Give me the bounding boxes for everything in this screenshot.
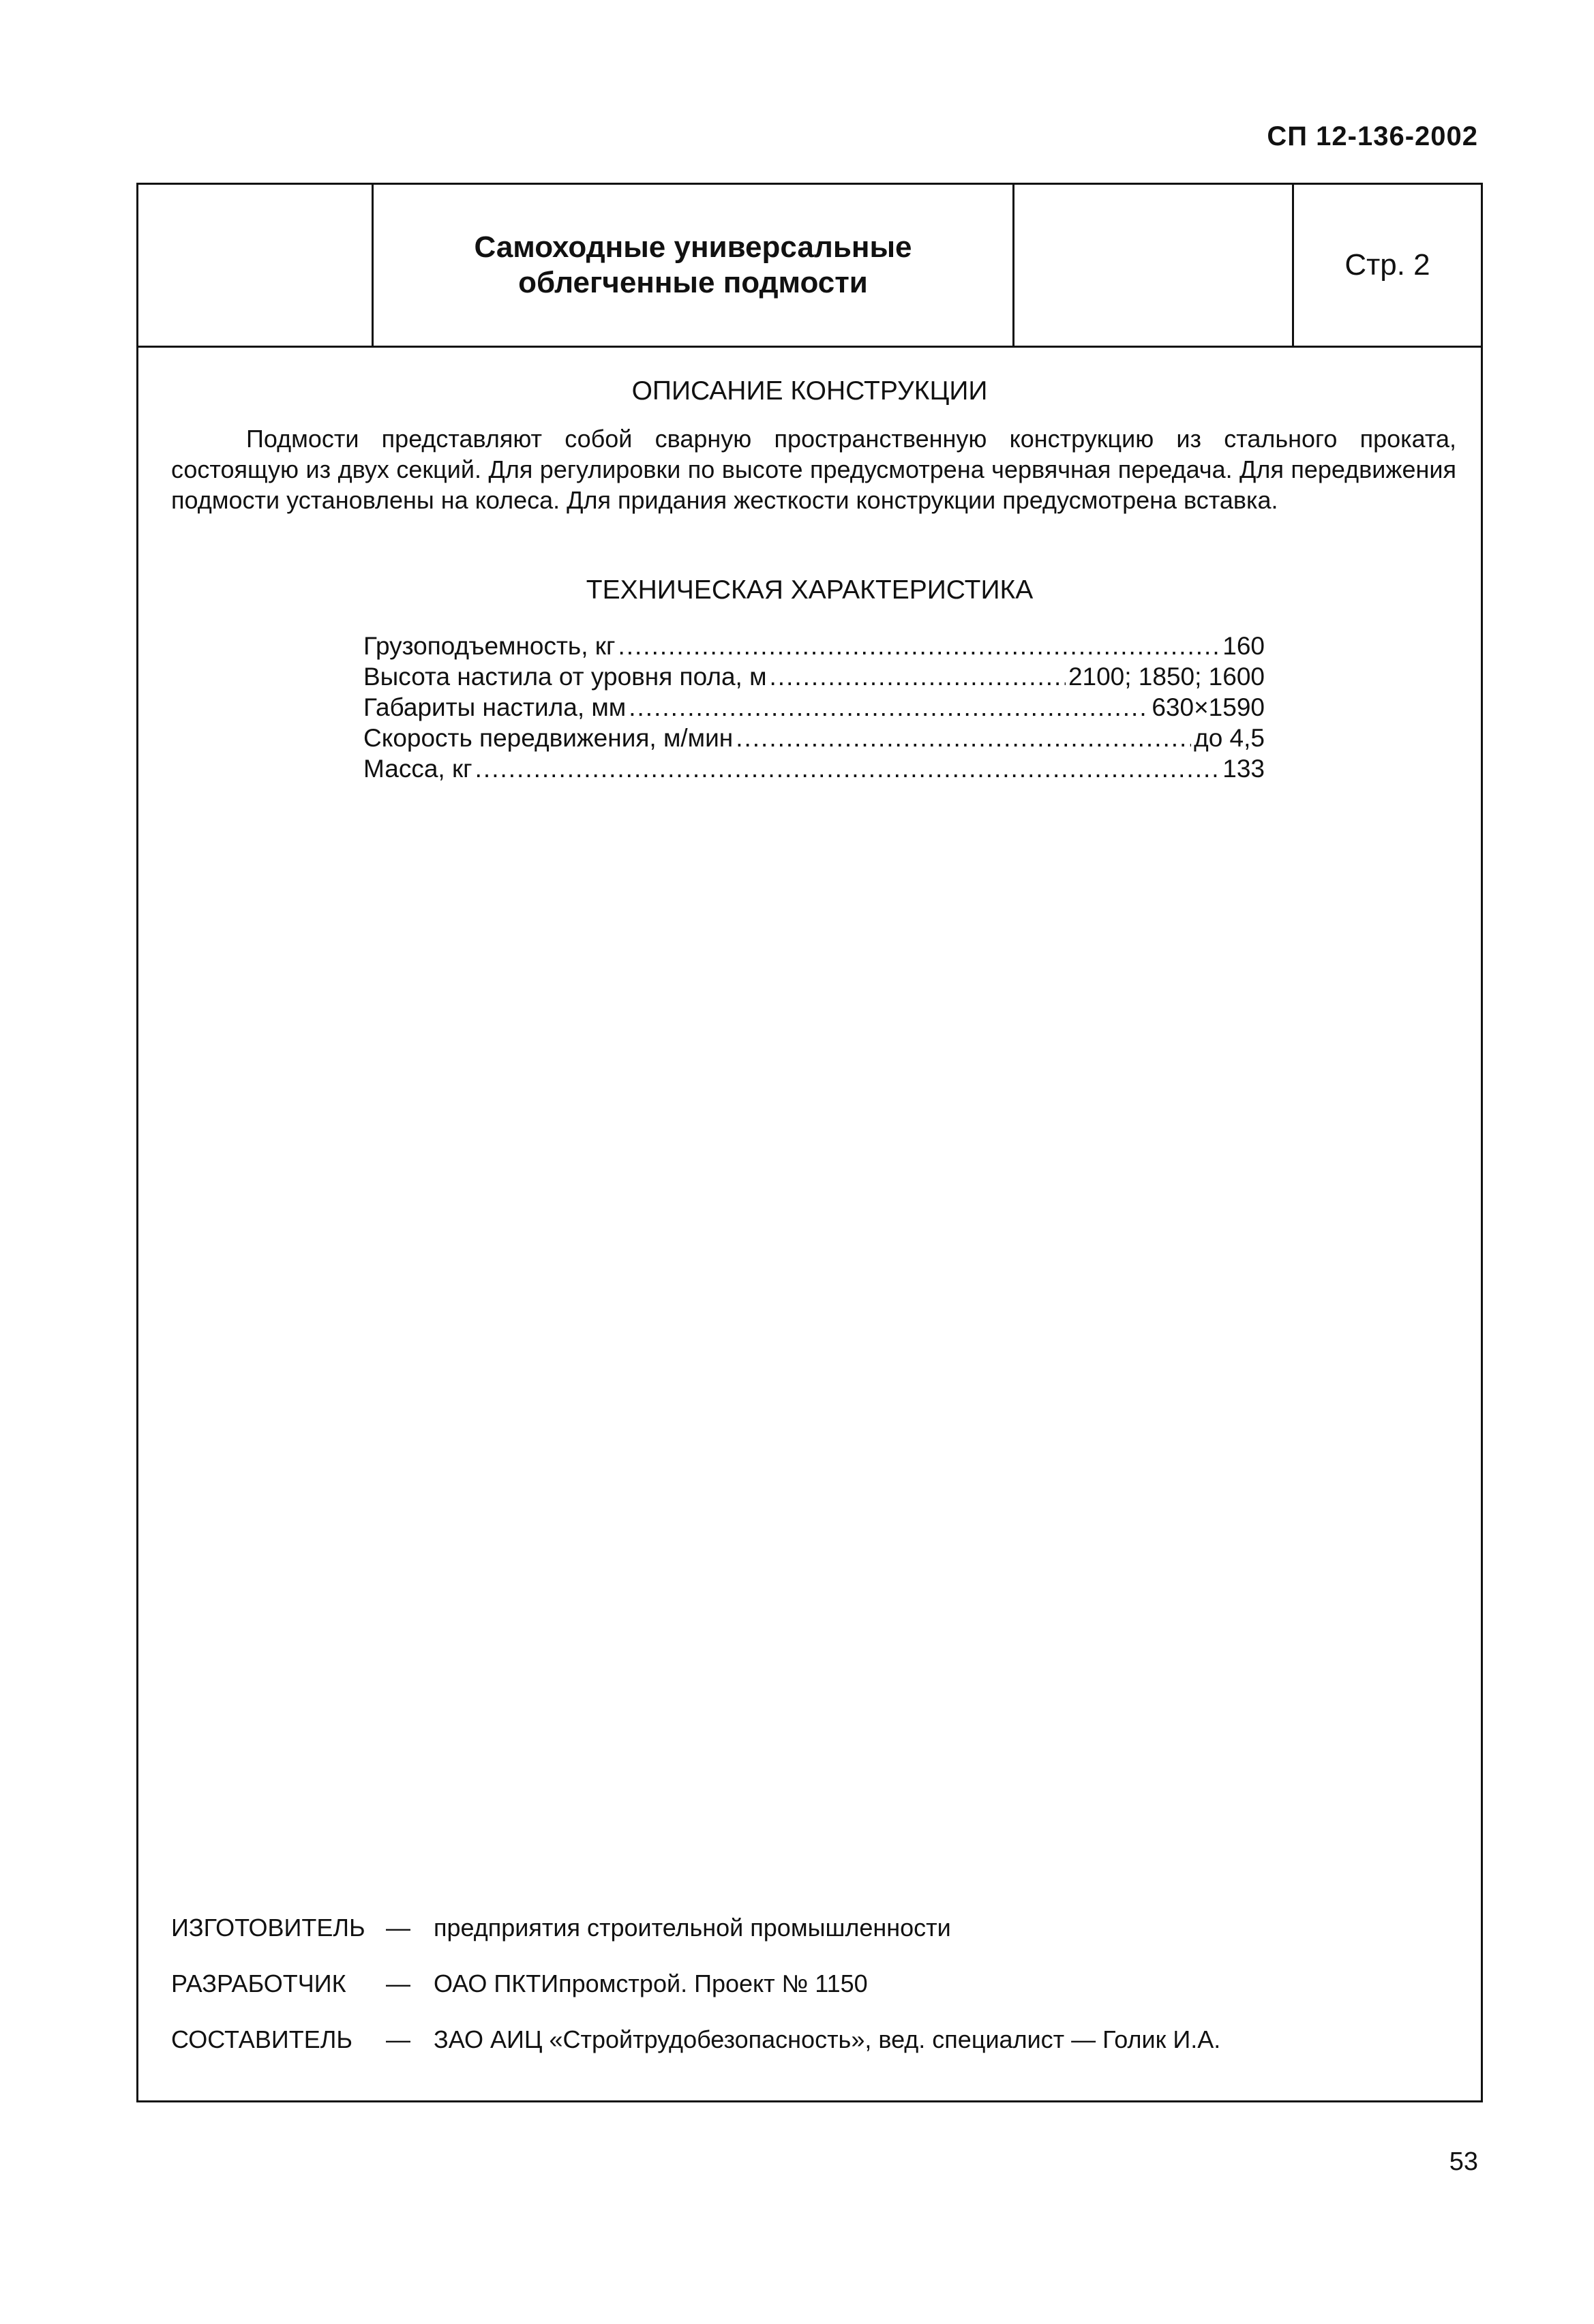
card-title	[475, 230, 912, 301]
spec-label: Высота настила от уровня пола, м	[363, 663, 767, 691]
spec-row	[363, 755, 1265, 785]
description-heading: ОПИСАНИЕ КОНСТРУКЦИИ	[631, 376, 988, 406]
specs-heading: ТЕХНИЧЕСКАЯ ХАРАКТЕРИСТИКА	[586, 575, 1034, 605]
card-title-line-2: облегченные подмости	[518, 266, 868, 299]
spec-row	[363, 632, 1265, 663]
title-block-cell-empty-left	[138, 185, 374, 346]
credit-role: РАЗРАБОТЧИК	[171, 1970, 346, 1997]
spec-value: 133	[1222, 755, 1265, 783]
credit-role: СОСТАВИТЕЛЬ	[171, 2025, 352, 2053]
spec-row	[363, 724, 1265, 755]
document-code: СП 12-136-2002	[1267, 121, 1478, 151]
card-page-label: Стр. 2	[1344, 248, 1430, 282]
credit-dash: —	[386, 1970, 410, 1997]
spec-value: 160	[1222, 632, 1265, 660]
credit-row	[171, 1970, 1220, 2025]
card-title-line-1: Самоходные универсальные	[474, 230, 912, 264]
spec-label: Масса, кг	[363, 755, 472, 783]
credit-dash: —	[386, 1914, 410, 1942]
credit-row	[171, 1914, 1220, 1970]
leader-dots	[770, 663, 1066, 691]
credit-text: предприятия строительной промышленности	[434, 1914, 951, 1942]
credit-text: ОАО ПКТИпромстрой. Проект № 1150	[434, 1970, 868, 1997]
credit-text: ЗАО АИЦ «Стройтрудобезопасность», вед. специалист — Голик И.А.	[434, 2025, 1221, 2053]
spec-row	[363, 663, 1265, 693]
credits-list	[171, 1914, 1220, 2081]
spec-value: 2100; 1850; 1600	[1068, 663, 1265, 691]
title-block-cell-empty-right	[1014, 185, 1294, 346]
page-number: 53	[1449, 2147, 1478, 2176]
leader-dots	[629, 693, 1149, 722]
leader-dots	[736, 724, 1191, 753]
leader-dots	[475, 755, 1220, 783]
title-block-cell-title	[374, 185, 1014, 346]
document-frame	[136, 183, 1483, 2102]
credit-role: ИЗГОТОВИТЕЛЬ	[171, 1914, 365, 1942]
spec-row	[363, 693, 1265, 724]
spec-label: Грузоподъемность, кг	[363, 632, 616, 660]
leader-dots	[618, 632, 1220, 661]
spec-value: 630×1590	[1152, 693, 1265, 721]
spec-label: Скорость передвижения, м/мин	[363, 724, 734, 752]
card-content	[138, 346, 1481, 2100]
spec-value: до 4,5	[1194, 724, 1265, 752]
specs-list	[363, 632, 1265, 785]
title-block	[138, 185, 1481, 348]
description-text: Подмости представляют собой сварную пространственную конструкцию из стального проката, состоящую из двух секций. Для регулировки по высоте предусмотрена червячная передача. Для передвижения подмости установлены на колеса. Для придания жесткости конструкции предусмотрена вставка.	[171, 425, 1456, 514]
credit-dash: —	[386, 2025, 410, 2053]
spec-label: Габариты настила, мм	[363, 693, 627, 721]
credit-row	[171, 2025, 1220, 2081]
